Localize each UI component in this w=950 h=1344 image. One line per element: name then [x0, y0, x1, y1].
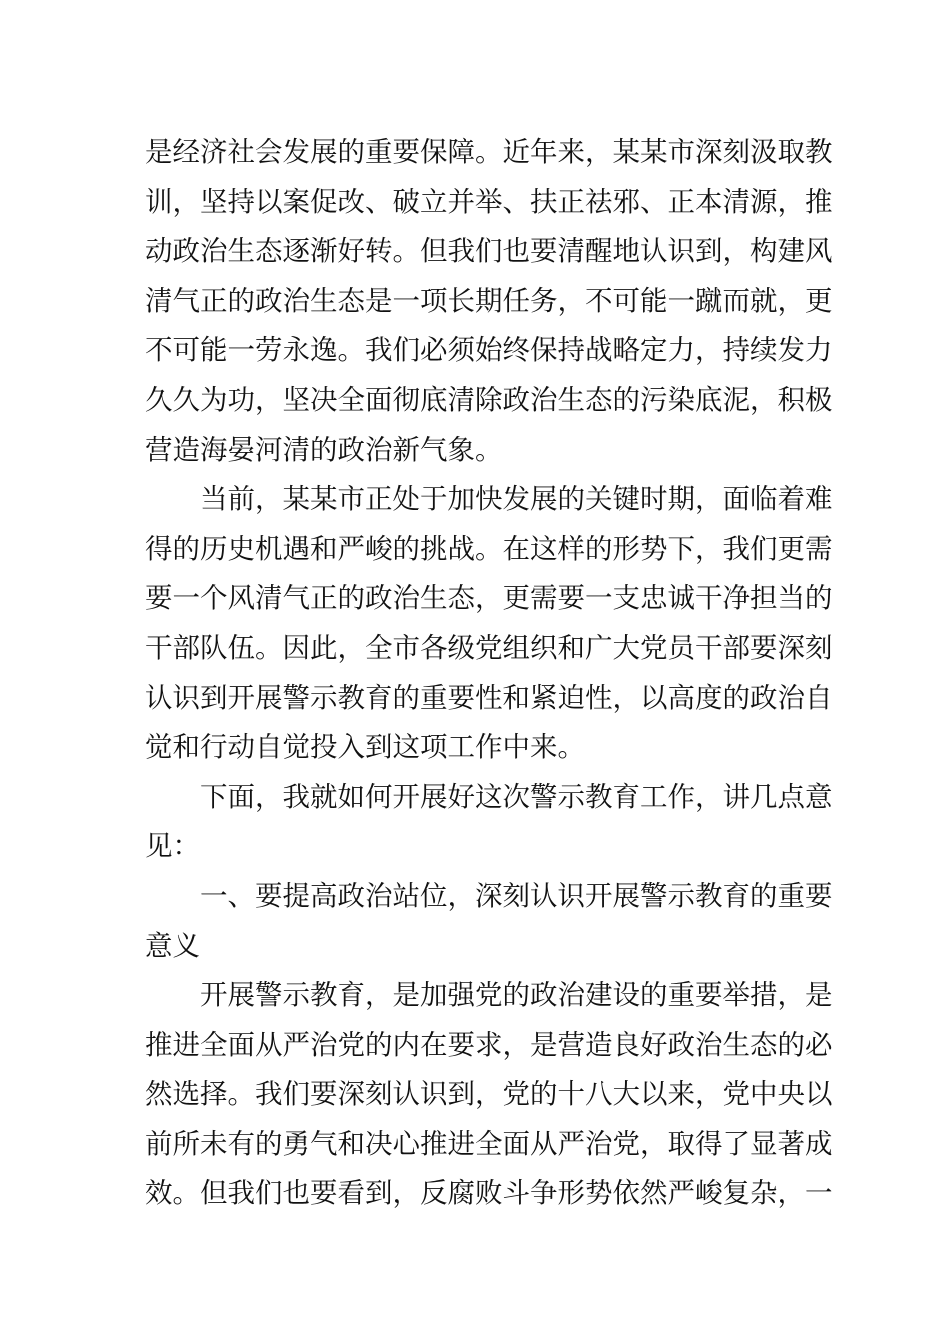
- text-line: 下面，我就如何开展好这次警示教育工作，讲几点意: [200, 780, 833, 813]
- text-line: 效。但我们也要看到，反腐败斗争形势依然严峻复杂，一: [145, 1177, 833, 1210]
- text-line: 营造海晏河清的政治新气象。: [145, 433, 503, 466]
- text-line: 当前，某某市正处于加快发展的关键时期，面临着难: [200, 483, 833, 516]
- text-line: 前所未有的勇气和决心推进全面从严治党，取得了显著成: [145, 1127, 833, 1160]
- text-line: 得的历史机遇和严峻的挑战。在这样的形势下，我们更需: [145, 532, 833, 565]
- text-line: 意义: [145, 929, 200, 962]
- text-line: 一、要提高政治站位，深刻认识开展警示教育的重要: [200, 879, 833, 912]
- text-line: 是经济社会发展的重要保障。近年来，某某市深刻汲取教: [145, 136, 833, 168]
- text-line: 见：: [145, 830, 200, 863]
- text-line: 训，坚持以案促改、破立并举、扶正祛邪、正本清源，推: [145, 185, 833, 218]
- text-line: 然选择。我们要深刻认识到，党的十八大以来，党中央以: [145, 1078, 833, 1111]
- text-line: 动政治生态逐渐好转。但我们也要清醒地认识到，构建风: [145, 235, 833, 268]
- document-body-text: [145, 128, 833, 1219]
- text-line: 干部队伍。因此，全市各级党组织和广大党员干部要深刻: [145, 631, 833, 664]
- text-line: 开展警示教育，是加强党的政治建设的重要举措，是: [200, 979, 833, 1012]
- text-line: 觉和行动自觉投入到这项工作中来。: [145, 731, 585, 764]
- text-line: 要一个风清气正的政治生态，更需要一支忠诚干净担当的: [145, 582, 833, 615]
- text-line: 不可能一劳永逸。我们必须始终保持战略定力，持续发力: [145, 334, 833, 367]
- text-line: 认识到开展警示教育的重要性和紧迫性，以高度的政治自: [145, 681, 833, 714]
- text-line: 推进全面从严治党的内在要求，是营造良好政治生态的必: [145, 1028, 833, 1061]
- text-line: 清气正的政治生态是一项长期任务，不可能一蹴而就，更: [145, 284, 833, 317]
- text-line: 久久为功，坚决全面彻底清除政治生态的污染底泥，积极: [145, 383, 833, 416]
